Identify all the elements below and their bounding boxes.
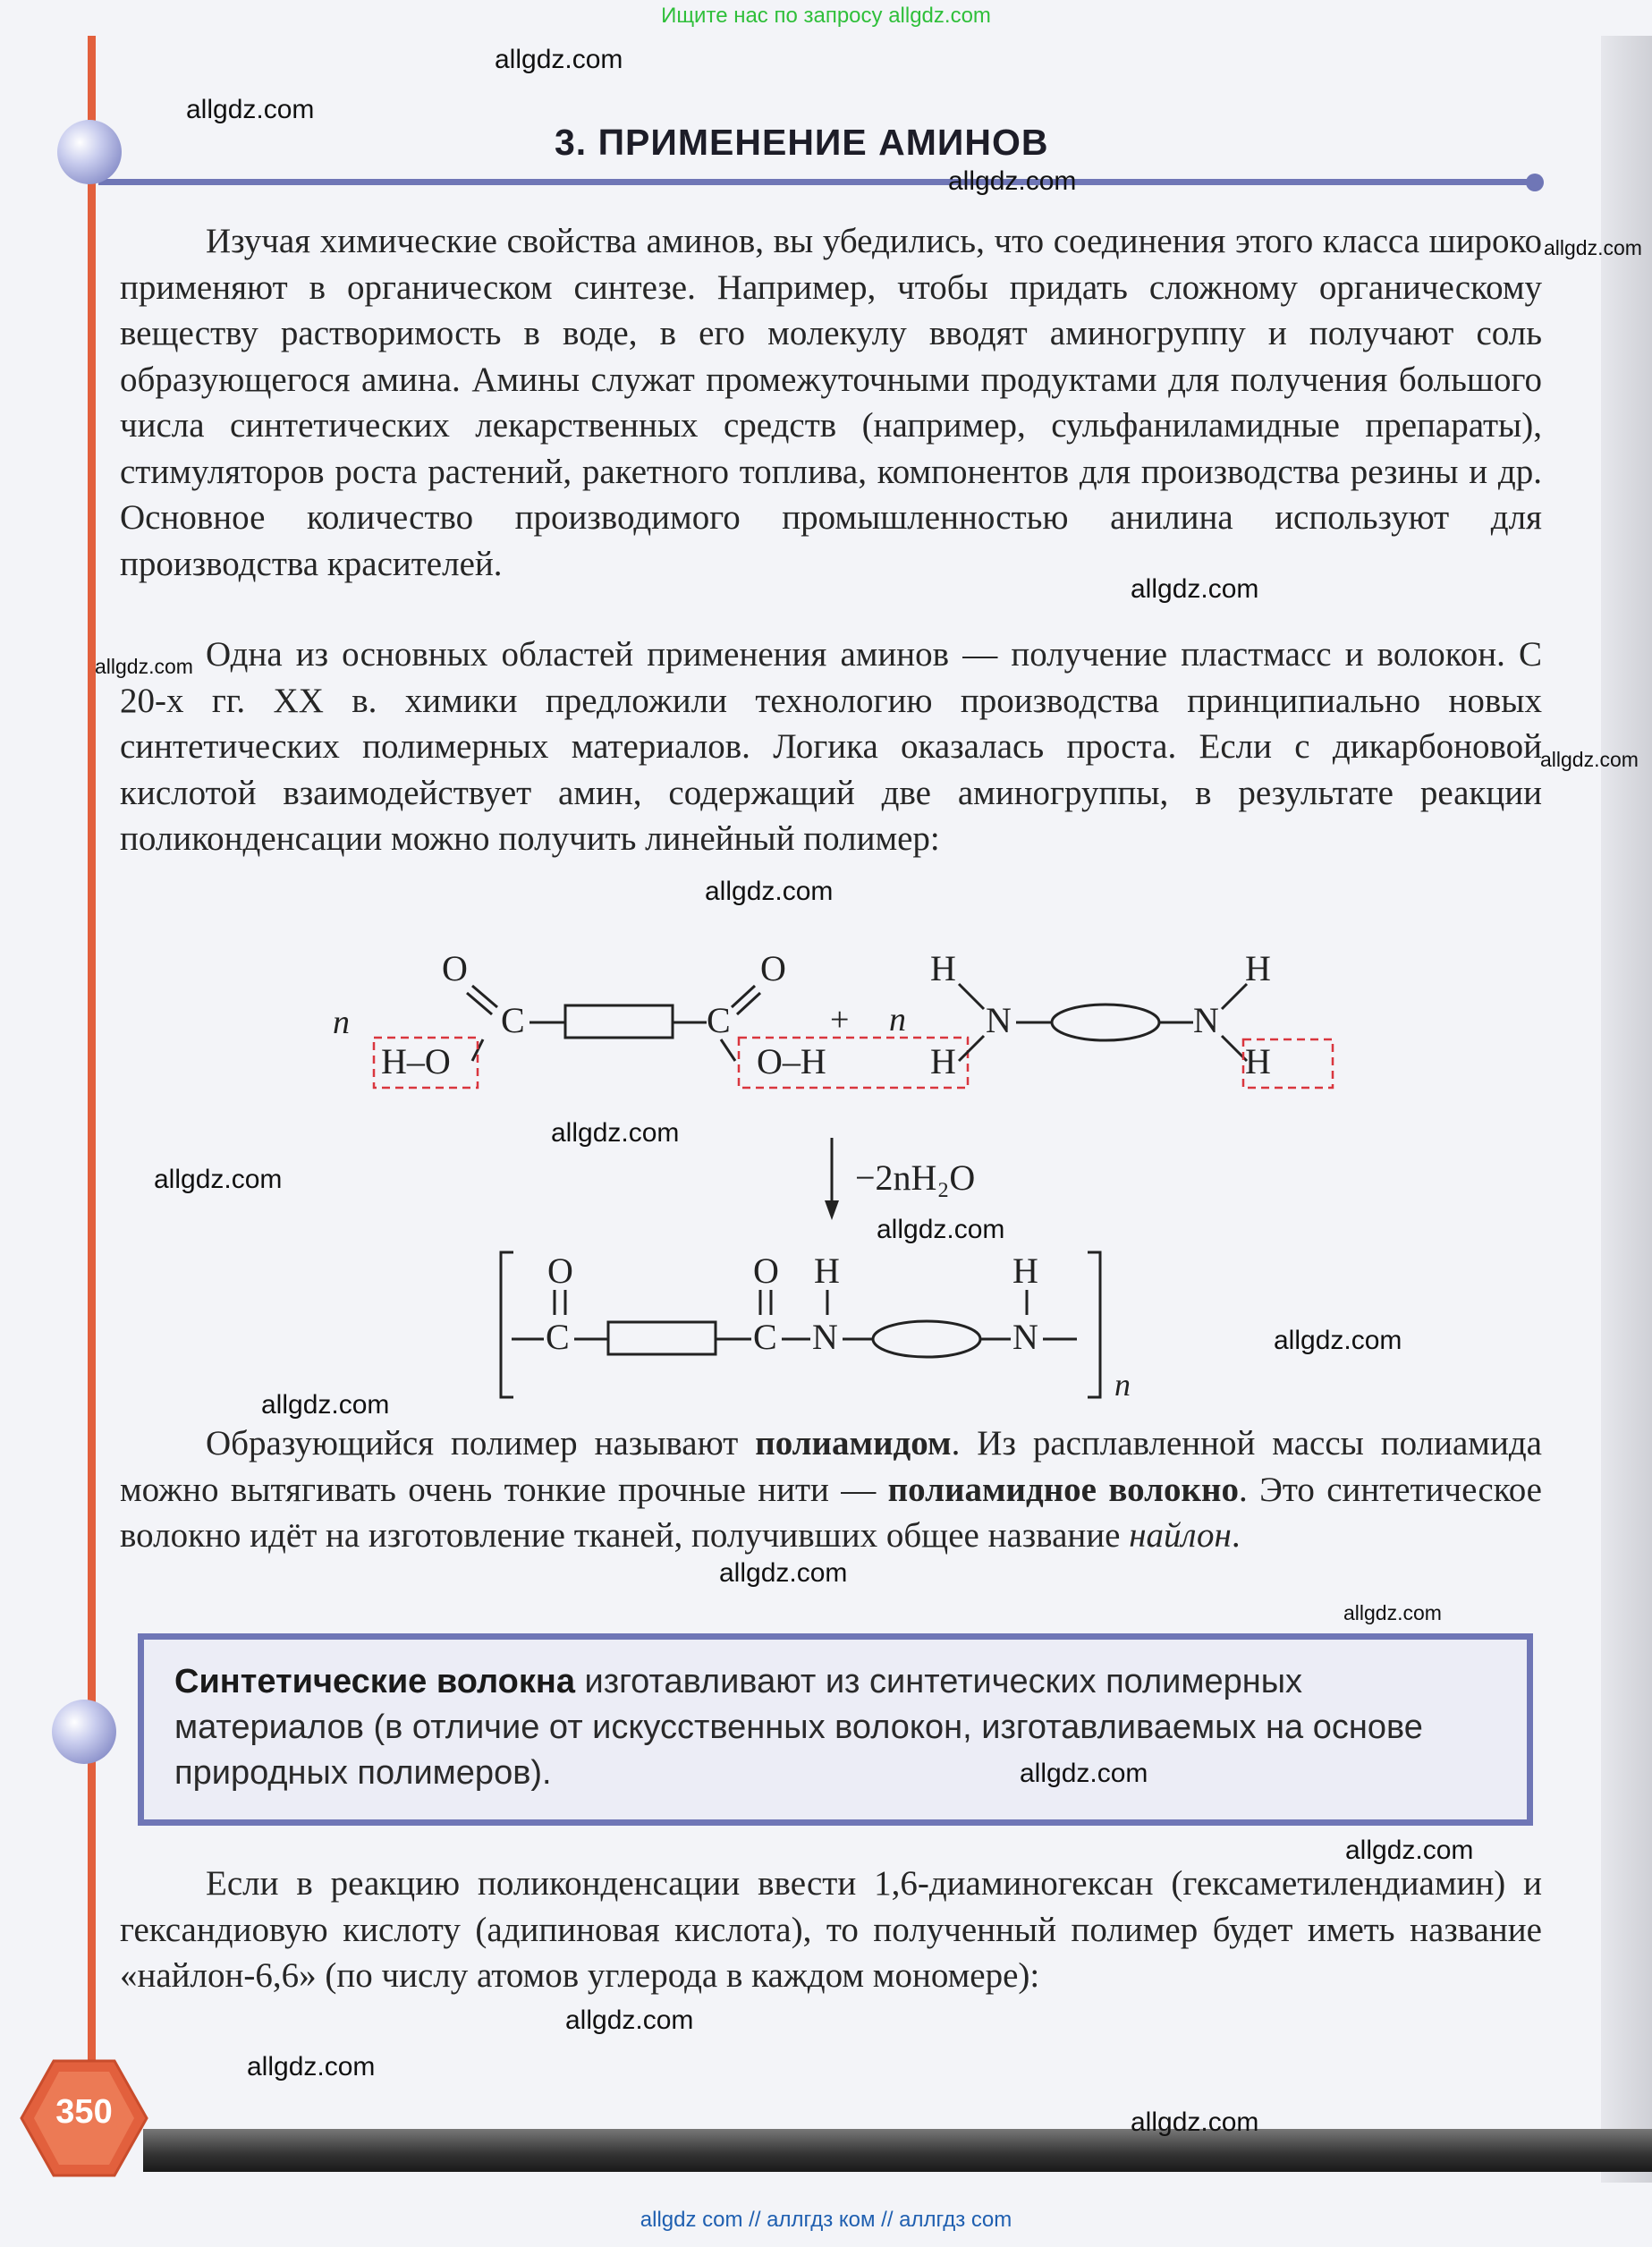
watermark: allgdz.com	[1131, 2107, 1259, 2137]
watermark: allgdz.com	[154, 1165, 283, 1194]
definition-text: изготавливают из синтетических полимерных материалов (в отличие от искусственных волокон, изготавливаемых на основе природных полимеров).	[174, 1663, 1423, 1792]
carbon-chain-box-acid	[565, 1005, 673, 1038]
paragraph-4: Если в реакцию поликонденсации ввести 1,6-диаминогексан (гексаметилендиамин) и гександиовую кислоту (адипиновая кислота), то полученный полимер будет иметь название «найлон-6,6» (по числу атомов углерода в каждом мономере):	[120, 1864, 1542, 1995]
watermark: allgdz.com	[551, 1118, 680, 1148]
polymer-C-2: C	[753, 1317, 777, 1357]
top-banner[interactable]: Ищите нас по запросу allgdz.com	[661, 4, 991, 28]
p3-text-3: . Это синтетическое волокно идёт на изготовление тканей, получивших общее название	[120, 1470, 1542, 1555]
plus-sign: +	[830, 1001, 850, 1039]
watermark: allgdz.com	[719, 1558, 848, 1588]
p3-text-4: .	[1231, 1516, 1241, 1555]
watermark: allgdz.com	[247, 2052, 376, 2082]
carbon-chain-oval-amine	[1052, 1005, 1159, 1040]
paragraph-1: Изучая химические свойства аминов, вы убедились, что соединения этого класса широко применяют в органическом синтезе. Например, чтобы придать сложному органическому веществу растворимость в воде, в его молекулу вводят аминогруппу и получают соль образующегося амина. Амины служат промежуточными продуктами для получения большого числа синтетических лекарственных средств (например, сульфаниламидные препараты), стимуляторов роста растений, ракетного топлива, компонентов для производства резины и др. Основное количество производимого промышленностью анилина используют для производства красителей.	[120, 222, 1542, 583]
watermark: allgdz.com	[1343, 1601, 1442, 1624]
watermark: allgdz.com	[1544, 236, 1642, 259]
paragraph-3	[120, 1420, 1542, 1559]
polymer-O-2: O	[753, 1251, 779, 1291]
atom-O-right: O	[760, 948, 786, 988]
atom-H-amine-bottom-right: H	[1245, 1041, 1271, 1081]
watermark: allgdz.com	[1274, 1326, 1402, 1355]
carbon-chain-oval-polymer	[873, 1321, 980, 1357]
watermark: allgdz.com	[877, 1215, 1005, 1244]
bottom-banner[interactable]: allgdz com // аллгдз ком // аллгдз com	[640, 2208, 1012, 2232]
watermark: allgdz.com	[95, 655, 193, 678]
watermark: allgdz.com	[495, 45, 623, 74]
p3-text-2: . Из расплавленной массы полиамида можно вытягивать очень тонкие прочные нити —	[120, 1424, 1542, 1509]
bracket-left	[501, 1252, 513, 1397]
heading-rule-end-dot	[1526, 174, 1544, 191]
atom-H-amine-top-left: H	[930, 948, 956, 988]
heading-rule	[98, 179, 1535, 185]
atom-H-amine-bottom-left: H	[930, 1041, 956, 1081]
atom-C-right: C	[707, 1000, 731, 1040]
atom-H-amine-top-right: H	[1245, 948, 1271, 988]
watermark: allgdz.com	[1345, 1836, 1474, 1865]
watermark: allgdz.com	[1131, 574, 1259, 604]
definition-bullet-ball	[52, 1700, 116, 1764]
polymer-N-2: N	[1012, 1317, 1038, 1357]
watermark: allgdz.com	[1540, 748, 1639, 771]
group-H-O: H–O	[381, 1041, 451, 1081]
watermark: allgdz.com	[565, 2005, 694, 2035]
polymer-H-1: H	[814, 1251, 840, 1291]
polymer-H-2: H	[1012, 1251, 1038, 1291]
bottom-page-stripe	[143, 2129, 1652, 2172]
polymer-subscript-n: n	[1114, 1367, 1131, 1403]
atom-N-right: N	[1193, 1000, 1219, 1040]
polymer-N-1: N	[812, 1317, 838, 1357]
watermark: allgdz.com	[705, 877, 834, 906]
definition-term: Синтетические волокна	[174, 1663, 575, 1700]
watermark: allgdz.com	[1020, 1759, 1148, 1788]
polymer-O-1: O	[547, 1251, 573, 1291]
p3-bold-polyamide-fiber: полиамидное волокно	[887, 1470, 1239, 1509]
p3-italic-nylon: найлон	[1129, 1516, 1232, 1555]
definition-box	[138, 1633, 1533, 1826]
carbon-chain-box-polymer	[608, 1322, 716, 1354]
watermark: allgdz.com	[186, 95, 315, 124]
watermark: allgdz.com	[261, 1390, 390, 1420]
section-heading: 3. ПРИМЕНЕНИЕ АМИНОВ	[555, 122, 1049, 163]
bracket-right	[1088, 1252, 1100, 1397]
polymer-C-1: C	[546, 1317, 570, 1357]
atom-N-left: N	[986, 1000, 1012, 1040]
watermark: allgdz.com	[948, 166, 1077, 196]
p3-text-1: Образующийся полимер называют	[206, 1424, 756, 1463]
heading-bullet-ball	[57, 120, 122, 184]
coef-n-acid: n	[333, 1004, 350, 1041]
atom-C-left: C	[501, 1000, 525, 1040]
coef-n-amine: n	[889, 1001, 906, 1039]
reaction-condition: −2nH₂O	[855, 1157, 976, 1198]
atom-O-left: O	[442, 948, 468, 988]
p3-bold-polyamide: полиамидом	[755, 1424, 952, 1463]
paragraph-2: Одна из основных областей применения аминов — получение пластмасс и волокон. С 20-х гг. XX в. химики предложили технологию производства принципиально новых синтетических полимерных материалов. Логика оказалась проста. Если с дикарбоновой кислотой взаимодействует амин, содержащий две аминогруппы, в результате реакции поликонденсации можно получить линейный полимер:	[120, 635, 1542, 858]
page-number: 350	[55, 2093, 113, 2131]
group-O-H: O–H	[757, 1041, 826, 1081]
